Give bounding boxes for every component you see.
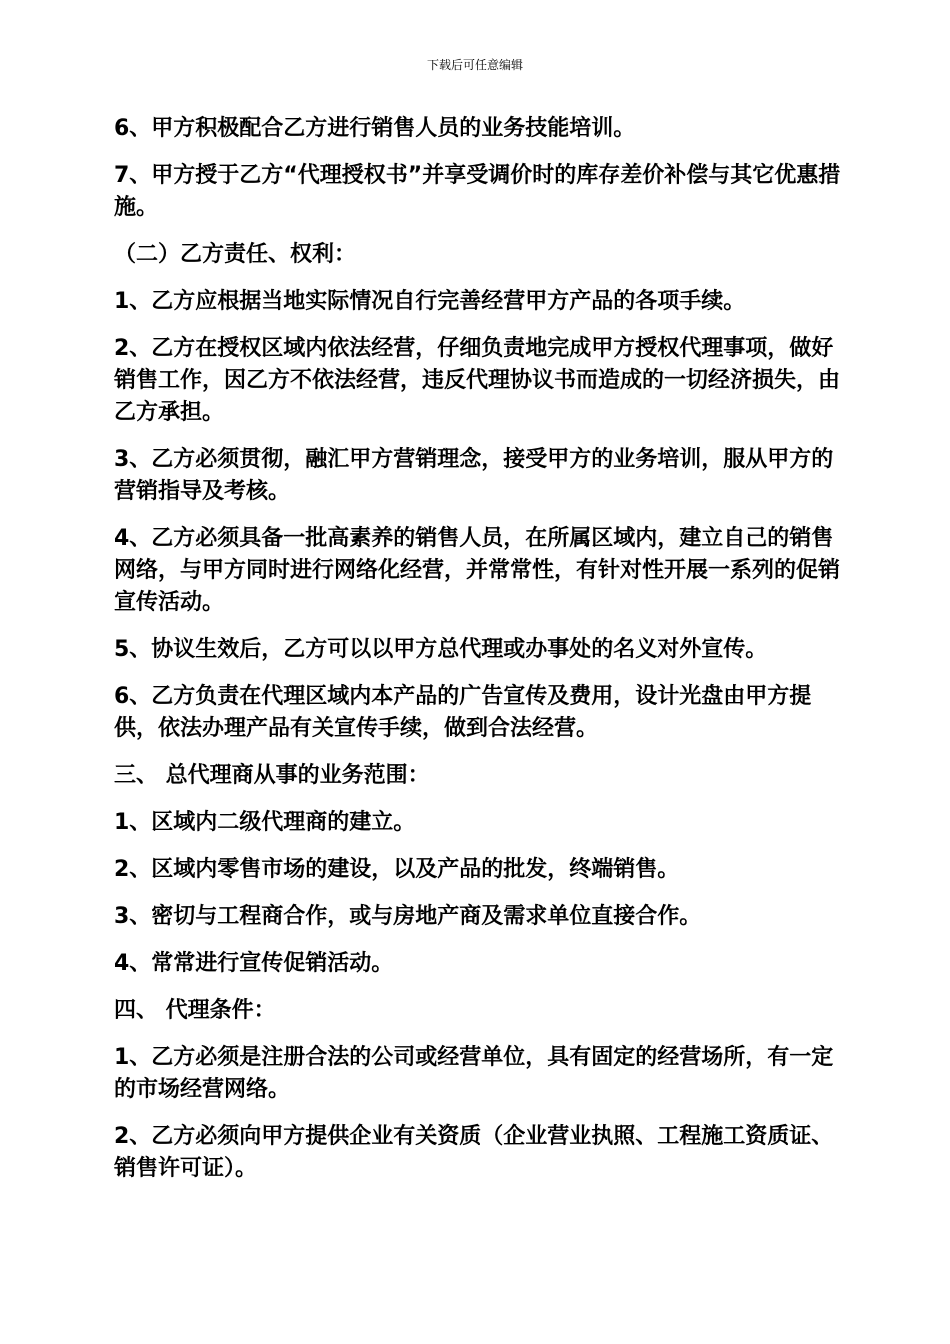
paragraph-party-b-1: 1、乙方应根据当地实际情况自行完善经营甲方产品的各项手续。 — [114, 289, 746, 314]
document-body — [114, 113, 844, 1185]
paragraph-condition-1: 1、乙方必须是注册合法的公司或经营单位，具有固定的经营场所，有一定的市场经营网络。 — [114, 1045, 834, 1102]
paragraph-scope-2: 2、区域内零售市场的建设，以及产品的批发，终端销售。 — [114, 857, 680, 882]
section-heading-business-scope: 三、 总代理商从事的业务范围： — [114, 763, 430, 788]
page-header-note: 下载后可任意编辑 — [426, 58, 523, 72]
section-heading-agency-conditions: 四、 代理条件： — [114, 998, 276, 1023]
paragraph-party-b-4: 4、乙方必须具备一批高素养的销售人员，在所属区域内，建立自己的销售网络，与甲方同时进行网络化经营，并常常性，有针对性开展一系列的促销宣传活动。 — [114, 526, 841, 615]
paragraph-party-b-3: 3、乙方必须贯彻，融汇甲方营销理念，接受甲方的业务培训，服从甲方的营销指导及考核。 — [114, 447, 834, 504]
paragraph-condition-2: 2、乙方必须向甲方提供企业有关资质（企业营业执照、工程施工资质证、销售许可证）。 — [114, 1124, 834, 1181]
paragraph-scope-3: 3、密切与工程商合作，或与房地产商及需求单位直接合作。 — [114, 904, 702, 929]
paragraph-party-a-6: 6、甲方积极配合乙方进行销售人员的业务技能培训。 — [114, 116, 636, 141]
paragraph-party-a-7: 7、甲方授于乙方“代理授权书”并享受调价时的库存差价补偿与其它优惠措施。 — [114, 163, 841, 220]
section-heading-party-b: （二）乙方责任、权利： — [114, 242, 357, 267]
paragraph-party-b-5: 5、协议生效后，乙方可以以甲方总代理或办事处的名义对外宣传。 — [114, 637, 768, 662]
paragraph-scope-4: 4、常常进行宣传促销活动。 — [114, 951, 394, 976]
paragraph-party-b-6: 6、乙方负责在代理区域内本产品的广告宣传及费用，设计光盘由甲方提供，依法办理产品有关宣传手续，做到合法经营。 — [114, 684, 812, 741]
paragraph-party-b-2: 2、乙方在授权区域内依法经营，仔细负责地完成甲方授权代理事项，做好销售工作，因乙方不依法经营，违反代理协议书而造成的一切经济损失，由乙方承担。 — [114, 336, 841, 425]
paragraph-scope-1: 1、区域内二级代理商的建立。 — [114, 810, 416, 835]
